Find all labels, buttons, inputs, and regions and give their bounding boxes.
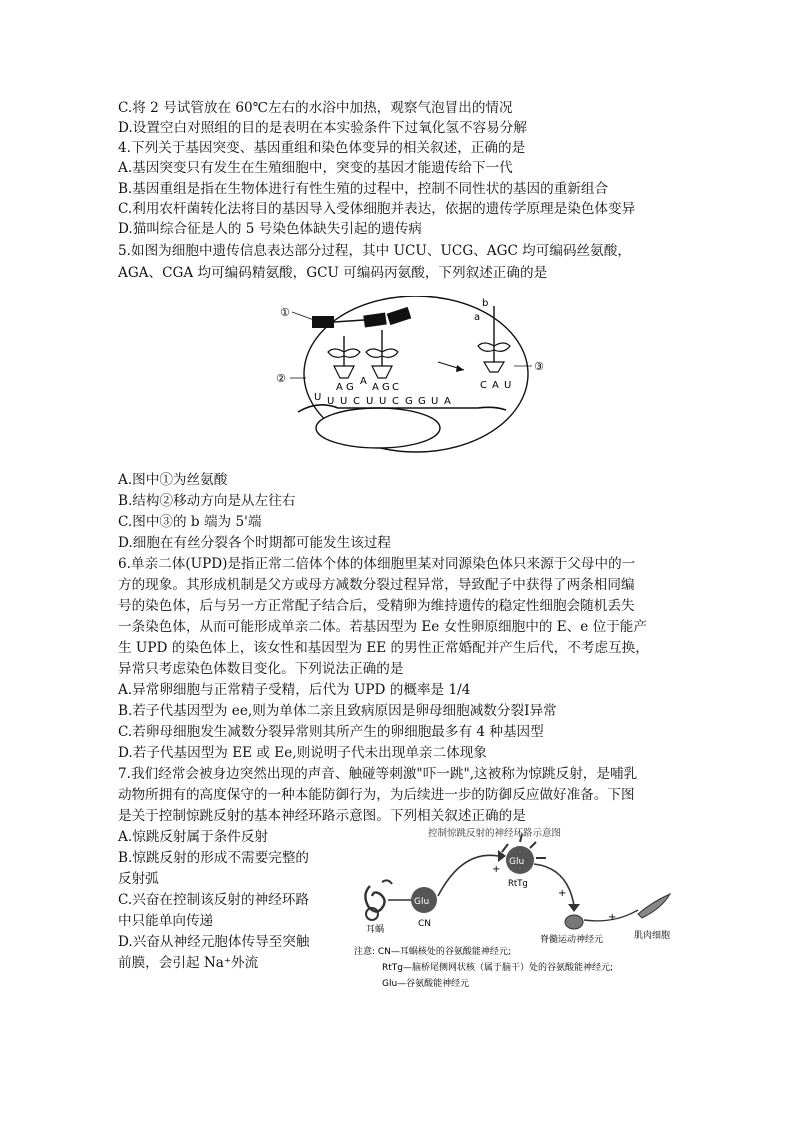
q7-stem-line2: 动物所拥有的高度保守的一种本能防御行为，为后续进一步的防御反应做好准备。下图 [118,787,635,803]
q6-option-c: C.若卵母细胞发生减数分裂异常则其所产生的卵细胞最多有 4 种基因型 [118,724,544,740]
q4-option-c: C.利用农杆菌转化法将目的基因导入受体细胞并表达，依据的遗传学原理是染色体变异 [118,201,636,217]
cn-axon [438,855,501,896]
label-ear: 耳蜗 [366,925,385,935]
q6-stem-line3: 号的染色体，后与另一方正常配子结合后，受精卵为维持遗传的稳定性细胞会随机丢失 [118,598,635,614]
plus-3: + [608,912,617,923]
mrna-base: U [366,396,374,407]
q7-option-c-line1: C.兴奋在控制该反射的神经环路 [118,892,309,908]
label-spinal: 脊髓运动神经元 [540,935,604,945]
note-line1: 注意: CN—耳蜗核处的谷氨酸能神经元; [354,947,511,957]
translation-figure [268,296,564,464]
label-cn: CN [418,919,432,929]
q7-stem-line3: 是关于控制惊跳反射的基本神经环路示意图。下列相关叙述正确的是 [118,808,526,824]
q6-stem-line6: 异常只考虑染色体数目变化。下列说法正确的是 [118,661,404,677]
mrna-bases [314,392,451,407]
label-rttg: RtTg [508,879,528,889]
note-line2: RtTg—脑桥尾侧网状核（属于脑干）处的谷氨酸能神经元; [382,963,614,973]
trna-free [478,306,510,372]
q4-stem: 4.下列关于基因突变、基因重组和染色体变异的相关叙述，正确的是 [118,140,526,156]
muscle-cell [638,894,670,918]
anticodon-left-1: A [336,382,343,393]
arrow-head [456,365,464,372]
mrna-base: A [444,396,451,407]
label-muscle: 肌肉细胞 [634,931,671,941]
q3-option-d: D.设置空白对照组的目的是表明在本实验条件下过氧化氢不容易分解 [118,120,527,136]
peptide-bond [334,320,364,322]
plus-2: + [558,888,567,899]
q7-option-d-line1: D.兴奋从神经元胞体传导至突触 [118,934,310,950]
anticodon-mid-2: G [382,382,390,393]
q5-stem-line2: AGA、CGA 均可编码精氨酸，GCU 可编码丙氨酸，下列叙述正确的是 [118,265,548,281]
mrna-base: U [327,396,335,407]
trna-left [328,336,360,378]
q7-option-b-line2: 反射弧 [118,871,159,887]
q7-stem-line1: 7.我们经常会被身边突然出现的声音、触碰等刺激"吓一跳",这被称为惊跳反射，是哺乳 [118,766,638,782]
amino-acid-block [363,313,386,328]
q6-stem-line4: 一条染色体，从而可能形成单亲二体。若基因型为 Ee 女性卵原细胞中的 E、e 位于能产 [118,619,647,635]
mrna-base: U [379,396,387,407]
glu-label-cn: Glu [414,897,430,907]
rttg-axon [534,864,574,906]
mrna-base: U [314,392,322,403]
label-2: ② [276,372,286,385]
q5-option-a: A.图中①为丝氨酸 [118,472,228,488]
mrna-base: U [431,396,439,407]
q6-option-a: A.异常卵细胞与正常精子受精，后代为 UPD 的概率是 1/4 [118,682,471,698]
q4-option-a: A.基因突变只有发生在生殖细胞中，突变的基因才能遗传给下一代 [118,160,513,176]
anticodon-mid-1: A [372,382,379,393]
q7-option-d-line2: 前膜，会引起 Na⁺外流 [118,955,259,971]
mrna-base: C [353,396,360,407]
figure-title: 控制惊跳反射的神经环路示意图 [428,828,562,839]
q7-option-b-line1: B.惊跳反射的形成不需要完整的 [118,850,310,866]
q5-option-b: B.结构②移动方向是从左往右 [118,493,296,509]
anticodon-right-2: A [492,380,499,391]
ribosome-small-subunit [316,408,440,448]
plus-1: + [492,864,501,875]
q7-option-a: A.惊跳反射属于条件反射 [118,829,269,845]
anticodon-mid-3: C [392,382,399,393]
label-3: ③ [534,360,544,373]
spinal-motor-neuron [565,915,583,929]
q5-option-c: C.图中③的 b 端为 5'端 [118,514,262,530]
q3-option-c: C.将 2 号试管放在 60℃左右的水浴中加热，观察气泡冒出的情况 [118,100,513,116]
q6-stem-line2: 方的现象。其形成机制是父方或母方减数分裂过程异常，导致配子中获得了两条相同编 [118,577,635,593]
q4-option-d: D.猫叫综合征是人的 5 号染色体缺失引起的遗传病 [118,221,422,237]
end-b-label: b [482,298,489,309]
mrna-base: C [392,396,399,407]
startle-reflex-figure [352,824,692,994]
anticodon-mid-a: A [360,376,367,387]
anticodon-left-2: G [346,382,354,393]
anticodon-right-3: U [504,380,512,391]
end-a-label: a [474,312,481,323]
mrna-base: G [405,396,413,407]
q5-stem-line1: 5.如图为细胞中遗传信息表达部分过程，其中 UCU、UCG、AGC 均可编码丝氨酸， [118,243,631,259]
q7-option-c-line2: 中只能单向传递 [118,913,214,929]
q6-option-b: B.若子代基因型为 ee,则为单体二亲且致病原因是卵母细胞减数分裂Ⅰ异常 [118,703,557,719]
q6-stem-line1: 6.单亲二体(UPD)是指正常二倍体个体的体细胞里某对同源染色体只来源于父母中的一 [118,556,636,572]
q5-option-d: D.细胞在有丝分裂各个时期都可能发生该过程 [118,535,392,551]
leader-line-1 [292,312,314,320]
mrna-base: U [340,396,348,407]
amino-acid-block [387,307,412,325]
anticodon-right-1: C [480,380,487,391]
label-1: ① [280,306,290,319]
q4-option-b: B.基因重组是指在生物体进行有性生殖的过程中，控制不同性状的基因的重新组合 [118,181,609,197]
amino-acid-block [312,316,334,328]
mrna-base: G [418,396,426,407]
synapse-arrow-2 [568,904,580,912]
glu-label-rttg: Glu [509,857,525,867]
trna-middle [366,330,398,378]
note-line3: Glu—谷氨酸能神经元 [382,979,470,989]
q6-option-d: D.若子代基因型为 EE 或 Ee,则说明子代未出现单亲二体现象 [118,745,487,761]
q6-stem-line5: 生 UPD 的染色体上，该女性和基因型为 EE 的男性正常婚配并产生后代，不考虑互换， [118,640,649,656]
